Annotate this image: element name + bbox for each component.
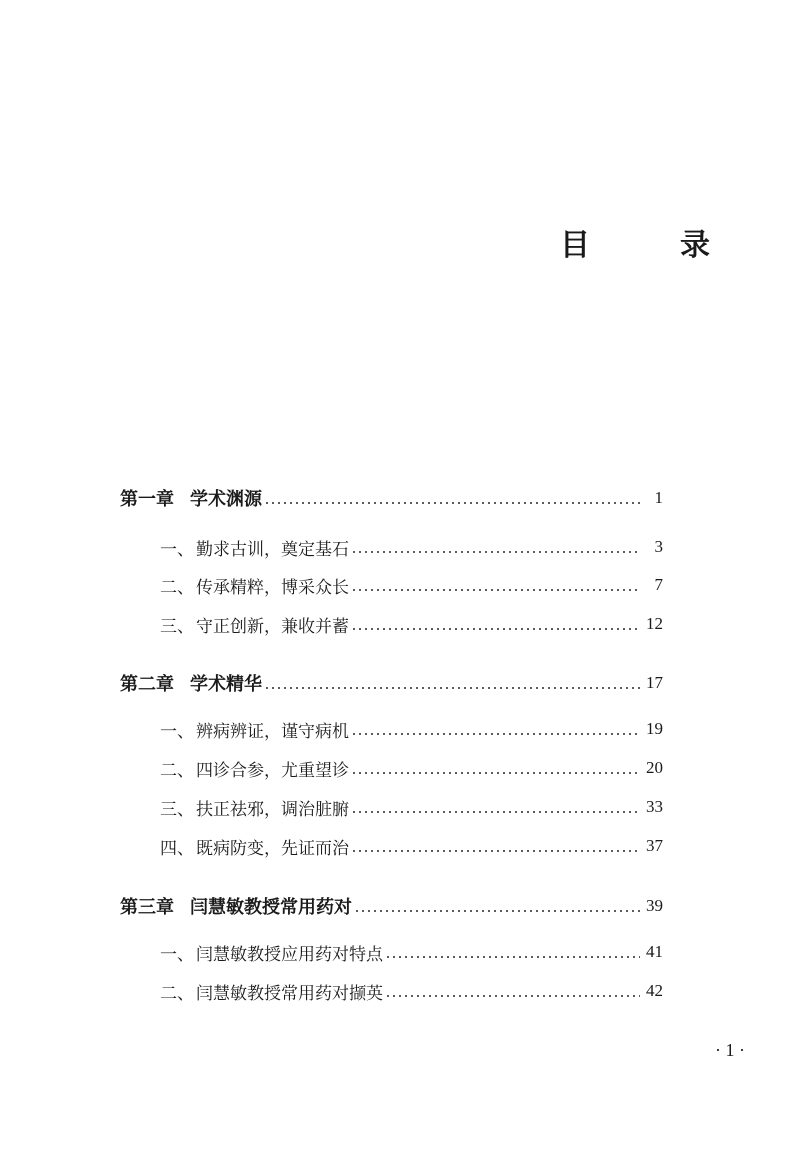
toc-entry-title: 辨病辨证，谨守病机: [196, 721, 349, 742]
toc-entry-number: 二、: [160, 983, 194, 1004]
toc-entry-section-1-3[interactable]: [160, 609, 663, 639]
toc-entry-title: 闫慧敏教授常用药对撷英: [196, 983, 383, 1004]
toc-entry-number: 一、: [160, 539, 194, 560]
toc-entry-title: 扶正祛邪，调治脏腑: [196, 799, 349, 820]
dot-leader: [385, 995, 640, 997]
toc-entry-page: 42: [646, 981, 663, 1000]
toc-entry-page: 20: [646, 758, 663, 777]
dot-leader: [351, 733, 640, 735]
toc-entry-number: 一、: [160, 721, 194, 742]
toc-entry-number: 第一章: [120, 489, 174, 510]
toc-entry-number: 四、: [160, 838, 194, 859]
toc-entry-section-3-1[interactable]: [160, 937, 663, 967]
dot-leader: [351, 772, 640, 774]
dot-leader: [351, 850, 640, 852]
toc-entry-chapter-3[interactable]: [120, 891, 663, 921]
toc-entry-number: 二、: [160, 760, 194, 781]
toc-entry-section-1-1[interactable]: [160, 532, 663, 562]
toc-entry-page: 1: [654, 488, 663, 507]
toc-entry-chapter-1[interactable]: [120, 483, 663, 513]
toc-entry-section-2-3[interactable]: [160, 792, 663, 822]
toc-entry-page: 33: [646, 797, 663, 816]
toc-entry-section-3-2[interactable]: [160, 976, 663, 1006]
toc-entry-title: 闫慧敏教授常用药对: [190, 897, 352, 918]
dot-leader: [351, 551, 641, 553]
toc-entry-page: 19: [646, 719, 663, 738]
page-title: 目 录: [560, 228, 740, 263]
toc-entry-section-1-2[interactable]: [160, 570, 663, 600]
toc-entry-title: 闫慧敏教授应用药对特点: [196, 944, 383, 965]
toc-entry-number: 三、: [160, 616, 194, 637]
toc-entry-title: 勤求古训，奠定基石: [196, 539, 349, 560]
toc-entry-page: 39: [646, 896, 663, 915]
dot-leader: [264, 502, 641, 504]
toc-entry-number: 一、: [160, 944, 194, 965]
toc-entry-number: 三、: [160, 799, 194, 820]
toc-entry-title: 四诊合参，尤重望诊: [196, 760, 349, 781]
toc-entry-section-2-4[interactable]: [160, 831, 663, 861]
toc-entry-section-2-2[interactable]: [160, 753, 663, 783]
toc-entry-title: 既病防变，先证而治: [196, 838, 349, 859]
toc-entry-page: 12: [646, 614, 663, 633]
toc-entry-page: 41: [646, 942, 663, 961]
toc-entry-number: 第二章: [120, 674, 174, 695]
dot-leader: [351, 628, 640, 630]
toc-entry-page: 7: [654, 575, 663, 594]
dot-leader: [351, 589, 641, 591]
dot-leader: [264, 687, 640, 689]
toc-entry-page: 37: [646, 836, 663, 855]
dot-leader: [385, 956, 640, 958]
toc-entry-page: 17: [646, 673, 663, 692]
toc-entry-number: 第三章: [120, 897, 174, 918]
toc-entry-title: 学术渊源: [190, 489, 262, 510]
dot-leader: [354, 910, 640, 912]
toc-entry-title: 传承精粹，博采众长: [196, 577, 349, 598]
toc-entry-number: 二、: [160, 577, 194, 598]
toc-entry-section-2-1[interactable]: [160, 714, 663, 744]
toc-entry-title: 学术精华: [190, 674, 262, 695]
toc-entry-chapter-2[interactable]: [120, 668, 663, 698]
page-number: · 1 ·: [715, 1040, 745, 1060]
dot-leader: [351, 811, 640, 813]
toc-entry-title: 守正创新，兼收并蓄: [196, 616, 349, 637]
toc-entry-page: 3: [654, 537, 663, 556]
